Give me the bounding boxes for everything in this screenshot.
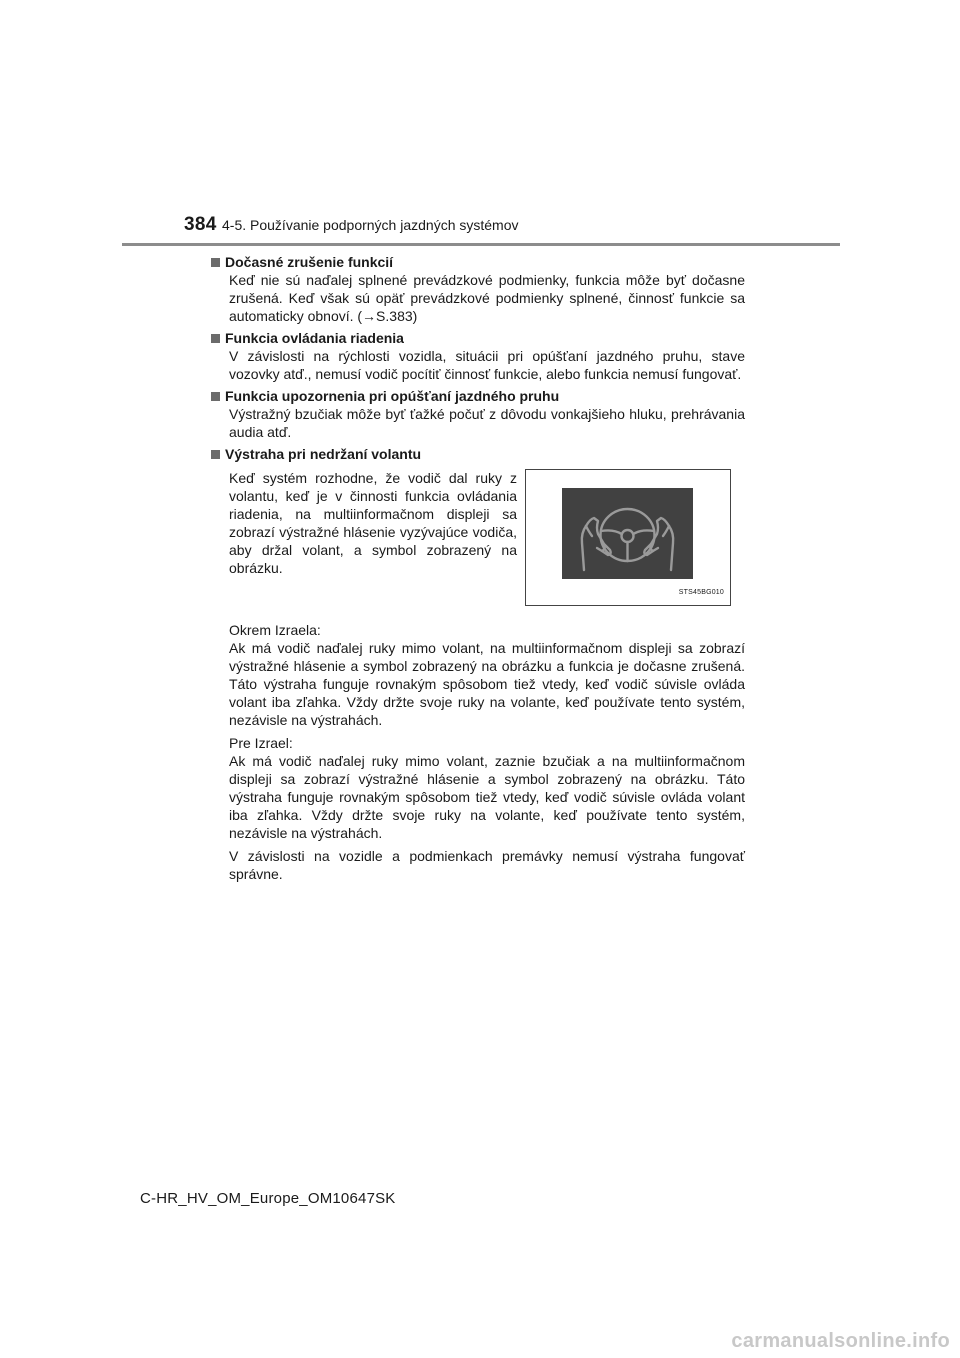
paragraph: V závislosti na vozidle a podmienkach premávky nemusí výstraha fungovať správne.: [229, 848, 745, 882]
section-heading: Funkcia ovládania riadenia: [211, 329, 745, 347]
section-heading: Dočasné zrušenie funkcií: [211, 253, 745, 271]
warning-with-figure: [229, 469, 745, 607]
figure-code: STS45BG010: [678, 589, 724, 596]
section-lane-departure-alert: [211, 387, 745, 441]
page-header: [184, 214, 834, 240]
paragraph: Výstražný bzučiak môže byť ťažké počuť z dôvodu vonkajšieho hluku, prehrávania audia atď.: [229, 406, 745, 440]
paragraph: Keď systém rozhodne, že vodič dal ruky z volantu, keď je v činnosti funkcia ovládania riadenia, na multiinformačnom displeji sa zobrazí výstražné hlásenie vyzývajúce vodiča, aby držal volant, a symbol zobrazený na obrázku.: [229, 470, 517, 576]
paragraph-israel: Pre Izrael: Ak má vodič naďalej ruky mimo volant, zaznie bzučiak a na multiinformačnom displeji sa zobrazí výstražné hlásenie a symbol zobrazený na obrázku. Táto výstraha funguje rovnakým spôsobom tiež vtedy, keď vodič súvisle ovláda volant iba zľahka. Vždy držte svoje ruky na volante, keď používate tento systém, nezávisle na výstrahách.: [229, 735, 745, 841]
page-number: 384: [184, 214, 217, 235]
section-temporary-cancel: [211, 253, 745, 325]
hands-on-steering-wheel-icon: [562, 488, 693, 579]
section-title: 4-5. Používanie podporných jazdných systémov: [222, 217, 519, 233]
paragraph: Keď nie sú naďalej splnené prevádzkové podmienky, funkcia môže byť dočasne zrušená. Keď však sú opäť prevádzkové podmienky splnené, činnosť funkcie sa automaticky obnoví. (→S.383): [229, 272, 745, 324]
figure-frame: [525, 469, 731, 606]
multi-information-display: [562, 488, 693, 579]
watermark: carmanualsonline.info: [731, 1330, 950, 1352]
document-id: C-HR_HV_OM_Europe_OM10647SK: [140, 1190, 396, 1207]
section-heading: Funkcia upozornenia pri opúšťaní jazdného pruhu: [211, 387, 745, 405]
square-bullet-icon: [211, 392, 220, 401]
header-rule: [122, 243, 840, 246]
section-heading: Výstraha pri nedržaní volantu: [211, 445, 745, 463]
paragraph: V závislosti na rýchlosti vozidla, situácii pri opúšťaní jazdného pruhu, stave vozovky atď., nemusí vodič pocítiť činnosť funkcie, alebo funkcia nemusí fungovať.: [229, 348, 745, 382]
section-steering-control: [211, 329, 745, 383]
square-bullet-icon: [211, 334, 220, 343]
section-hands-off-warning: [211, 445, 745, 883]
square-bullet-icon: [211, 450, 220, 459]
paragraph-except-israel: Okrem Izraela: Ak má vodič naďalej ruky mimo volant, na multiinformačnom displeji sa zobrazí výstražné hlásenie a symbol zobrazený na obrázku a funkcia je dočasne zrušená. Táto výstraha funguje rovnakým spôsobom tiež vtedy, keď vodič súvisle ovláda volant iba zľahka. Vždy držte svoje ruky na volante, keď používate tento systém, nezávisle na výstrahách.: [229, 622, 745, 728]
page-content: [211, 253, 745, 887]
square-bullet-icon: [211, 258, 220, 267]
